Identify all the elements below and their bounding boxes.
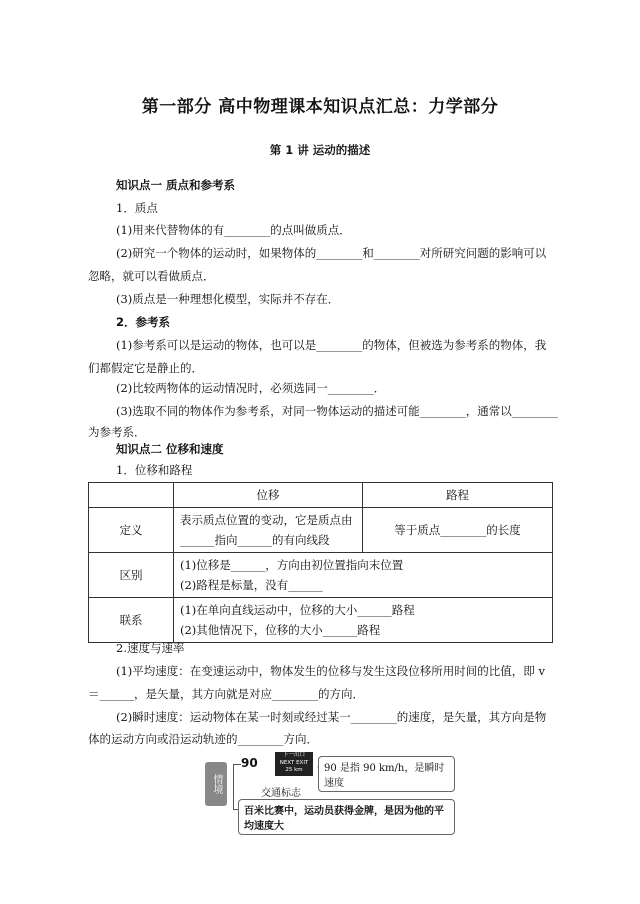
difference-line2: (2)路程是标量，没有______ [180, 578, 323, 592]
section1-p2a: (2)研究一个物体的运动时，如果物体的________和________对所研究问题的影响可以 [116, 246, 547, 260]
section2-item2: 2.速度与速率 [116, 641, 185, 655]
connector-top [233, 764, 241, 765]
definition-path-cell: 等于质点________的长度 [363, 508, 553, 553]
section2-p2b: 体的运动方向或沿运动轨迹的________方向． [88, 732, 318, 746]
difference-line1: (1)位移是______，方向由初位置指向末位置 [180, 558, 404, 572]
relation-cell [174, 598, 553, 643]
lesson-subtitle: 第 1 讲 运动的描述 [269, 143, 371, 157]
scenario-tag: 情境 [205, 762, 227, 806]
section1-p6b: 为参考系． [88, 425, 146, 439]
section1-item2: 2．参考系 [116, 315, 171, 329]
table-header-row [89, 483, 553, 508]
table-row-definition [89, 508, 553, 553]
section1-p5: (2)比较两物体的运动情况时，必须选同一________． [116, 381, 386, 395]
speed-limit-number: 90 [241, 756, 258, 770]
section1-p4b: 们都假定它是静止的． [88, 361, 203, 375]
scenario-diagram [205, 750, 455, 832]
exit-sign-line3: 25 km [285, 767, 303, 773]
section1-p2b: 忽略，就可以看做质点． [88, 269, 215, 283]
section2-p2a: (2)瞬时速度：运动物体在某一时刻或经过某一________的速度，是矢量，其方向是物 [116, 710, 547, 724]
average-speed-note: 百米比赛中，运动员获得金牌，是因为他的平均速度大 [238, 799, 455, 835]
row-label-definition: 定义 [89, 508, 174, 553]
connector-vertical [233, 764, 234, 810]
section2-p1a: (1)平均速度：在变速运动中，物体发生的位移与发生这段位移所用时间的比值，即 v [116, 664, 545, 678]
section1-heading: 知识点一 质点和参考系 [116, 178, 236, 192]
section2-p1b: ＝______，是矢量，其方向就是对应________的方向． [88, 687, 364, 701]
page-title: 第一部分 高中物理课本知识点汇总：力学部分 [141, 97, 499, 117]
relation-line1: (1)在单向直线运动中，位移的大小______路程 [180, 603, 415, 617]
table-corner-cell [89, 483, 174, 508]
definition-displacement-cell [174, 508, 363, 553]
instant-speed-note: 90 是指 90 km/h，是瞬时速度 [318, 756, 455, 792]
section1-p1: (1)用来代替物体的有________的点叫做质点． [116, 223, 351, 237]
table-header-path: 路程 [363, 483, 553, 508]
relation-line2: (2)其他情况下，位移的大小______路程 [180, 623, 381, 637]
exit-sign [275, 752, 313, 776]
table-row-difference [89, 553, 553, 598]
section1-p4a: (1)参考系可以是运动的物体，也可以是________的物体，但被选为参考系的物体，我 [116, 338, 547, 352]
difference-cell [174, 553, 553, 598]
definition-displacement-line1: 表示质点位置的变动，它是质点由 [180, 513, 353, 527]
row-label-difference: 区别 [89, 553, 174, 598]
table-row-relation [89, 598, 553, 643]
traffic-sign-label: 交通标志 [261, 788, 301, 799]
section2-heading: 知识点二 位移和速度 [116, 442, 224, 456]
definition-displacement-line2: ______指向______的有向线段 [180, 533, 330, 547]
exit-sign-line1: 下一出口 [282, 752, 305, 758]
exit-sign-line2: NEXT EXIT [279, 759, 309, 766]
table-header-displacement: 位移 [174, 483, 363, 508]
section1-p3: (3)质点是一种理想化模型，实际并不存在． [116, 292, 340, 306]
row-label-relation: 联系 [89, 598, 174, 643]
section1-p6a: (3)选取不同的物体作为参考系，对同一物体运动的描述可能________，通常以________ [116, 404, 558, 418]
section2-item1: 1．位移和路程 [116, 463, 193, 477]
section1-item1: 1．质点 [116, 201, 158, 215]
displacement-path-table [88, 482, 553, 643]
